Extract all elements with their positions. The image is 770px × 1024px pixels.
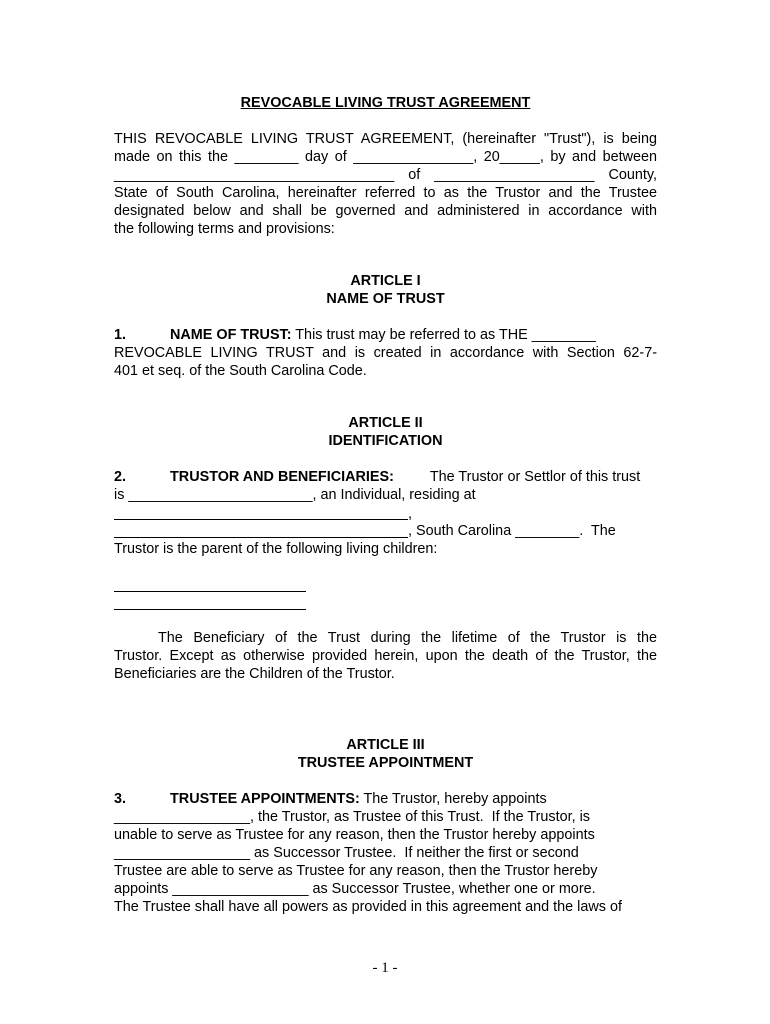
blank-rule: [114, 609, 306, 610]
section-label: TRUSTOR AND BENEFICIARIES:: [170, 469, 394, 485]
section-line: ,: [408, 506, 412, 522]
section-number: 2.: [114, 469, 127, 485]
document-title: REVOCABLE LIVING TRUST AGREEMENT: [240, 95, 531, 111]
section-label: NAME OF TRUST:: [170, 327, 292, 343]
article-subheading: NAME OF TRUST: [326, 291, 445, 307]
section-text: The Trustor or Settlor of this trust: [429, 469, 641, 485]
section-line: REVOCABLE LIVING TRUST and is created in accordance with Section 62-7-: [114, 345, 657, 361]
section-line: 401 et seq. of the South Carolina Code.: [114, 363, 367, 379]
page-number: - 1 -: [372, 960, 398, 976]
section-line: Trustee are able to serve as Trustee for any reason, then the Trustor hereby: [114, 863, 598, 879]
section-line: , South Carolina ________. The: [408, 523, 616, 539]
article-heading: ARTICLE II: [348, 415, 423, 431]
section-line: The Trustee shall have all powers as provided in this agreement and the laws of: [114, 899, 622, 915]
article-heading: ARTICLE I: [350, 273, 421, 289]
article-subheading: IDENTIFICATION: [328, 433, 443, 449]
blank-rule: [114, 519, 408, 520]
blank-rule: [114, 537, 408, 538]
section-line: [114, 468, 657, 486]
section-number: 3.: [114, 791, 127, 807]
intro-line: THIS REVOCABLE LIVING TRUST AGREEMENT, (hereinafter "Trust"), is being: [114, 131, 657, 147]
intro-line: made on this the ________ day of _______________, 20_____, by and between: [114, 149, 657, 165]
paragraph-line: The Beneficiary of the Trust during the lifetime of the Trustor is the: [158, 630, 657, 646]
section-line: Trustor is the parent of the following living children:: [114, 541, 438, 557]
section-label: TRUSTEE APPOINTMENTS:: [170, 791, 360, 807]
blank-rule: [114, 591, 306, 592]
article-heading: ARTICLE III: [346, 737, 425, 753]
section-line: _________________ as Successor Trustee. If neither the first or second: [114, 845, 579, 861]
section-line: [114, 790, 657, 808]
intro-line: designated below and shall be governed and administered in accordance with: [114, 203, 657, 219]
section-line: appoints _________________ as Successor Trustee, whether one or more.: [114, 881, 596, 897]
intro-line: State of South Carolina, hereinafter referred to as the Trustor and the Trustee: [114, 185, 657, 201]
paragraph-line: Trustor. Except as otherwise provided herein, upon the death of the Trustor, the: [114, 648, 657, 664]
section-line: _________________, the Trustor, as Trustee of this Trust. If the Trustor, is: [114, 809, 590, 825]
section-text: The Trustor, hereby appoints: [359, 791, 547, 807]
intro-line: the following terms and provisions:: [114, 221, 335, 237]
section-line: unable to serve as Trustee for any reason, then the Trustor hereby appoints: [114, 827, 595, 843]
paragraph-line: Beneficiaries are the Children of the Trustor.: [114, 666, 395, 682]
section-line: [114, 326, 657, 344]
section-line: is _______________________, an Individual, residing at: [114, 487, 476, 503]
section-text: This trust may be referred to as THE ________: [291, 327, 596, 343]
section-number: 1.: [114, 327, 127, 343]
intro-line: ___________________________________ of ____________________ County,: [114, 167, 657, 183]
article-subheading: TRUSTEE APPOINTMENT: [297, 755, 474, 771]
